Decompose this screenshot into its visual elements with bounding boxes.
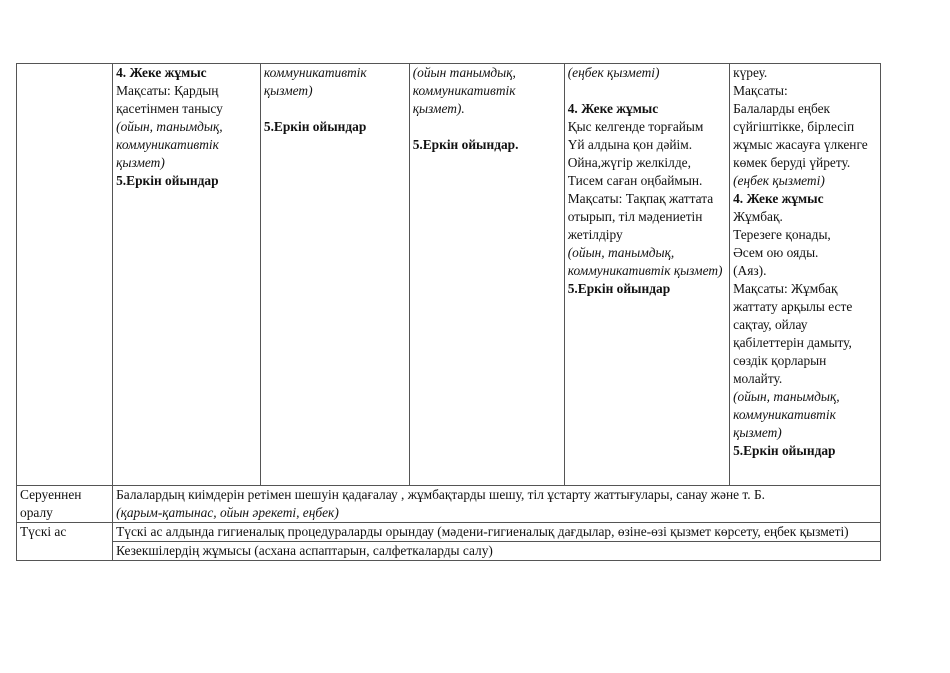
cell-line	[413, 118, 561, 136]
cell-line: 5.Еркін ойындар.	[412, 137, 519, 152]
cell-line: (қарым-қатынас, ойын әрекеті, еңбек)	[116, 505, 339, 520]
cell-line: күреу.	[733, 65, 768, 80]
cell-line: 4. Жеке жұмыс	[733, 191, 824, 206]
cell-lunch	[113, 523, 881, 561]
cell-line: Үй алдына қон дәйім.	[567, 137, 693, 152]
cell-line: Терезеге қонады,	[733, 227, 831, 242]
cell-line: 5.Еркін ойындар	[567, 281, 671, 296]
cell-line: Мақсаты: Қардың қасетінмен танысу	[116, 83, 223, 116]
cell-line: (ойын, танымдық, коммуникативтік қызмет)	[733, 389, 840, 440]
cell-line: Мақсаты:	[733, 83, 788, 98]
cell-line: Балаларды еңбек сүйгіштікке, бірлесіп жұмыс жасауға үлкенге көмек беруді үйрету.	[733, 101, 868, 170]
row-label-cell	[17, 64, 113, 486]
cell-col3	[409, 64, 564, 486]
cell-line: (Аяз).	[733, 263, 767, 278]
cell-col2	[260, 64, 409, 486]
cell-line: Мақсаты: Жұмбақ жаттату арқылы есте сақтау, ойлау қабілеттерін дамыту, сөздік қорларын молайту.	[733, 281, 853, 386]
table-row	[17, 486, 881, 523]
cell-line: Қыс келгенде торғайым	[567, 119, 704, 134]
cell-line: (еңбек қызметі)	[567, 65, 660, 80]
plan-table	[16, 63, 881, 561]
cell-line: 5.Еркін ойындар	[733, 443, 836, 458]
cell-col1	[113, 64, 261, 486]
cell-line: коммуникативтік қызмет)	[263, 65, 367, 98]
cell-line: 5.Еркін ойындар	[263, 119, 367, 134]
cell-line: (еңбек қызметі)	[733, 173, 825, 188]
cell-line: 5.Еркін ойындар	[116, 173, 219, 188]
cell-line: (ойын танымдық, коммуникативтік қызмет).	[412, 65, 516, 116]
cell-line: Әсем ою ояды.	[733, 245, 819, 260]
lunch-line-2: Кезекшілердің жұмысы (асхана аспаптарын, салфеткаларды салу)	[116, 543, 493, 558]
cell-line: (ойын, танымдық, коммуникативтік қызмет)	[116, 119, 223, 170]
cell-col5	[730, 64, 881, 486]
row-label-cell: Түскі ас	[17, 523, 113, 561]
row-label-cell: Серуеннен оралу	[17, 486, 113, 523]
cell-line: Жұмбақ.	[733, 209, 783, 224]
cell-line: Ойна,жүгір желкілде,	[567, 155, 691, 170]
cell-line: (ойын, танымдық, коммуникативтік қызмет)	[567, 245, 723, 278]
cell-line	[264, 100, 406, 118]
cell-return-walk	[113, 486, 881, 523]
table-row	[17, 523, 881, 561]
cell-line: Тисем саған оңбаймын.	[567, 173, 703, 188]
cell-line	[568, 82, 726, 100]
cell-col4	[564, 64, 729, 486]
cell-line: Балалардың киімдерін ретімен шешуін қадағалау , жұмбақтарды шешу, тіл ұстарту жаттығулары, санау және т. Б.	[116, 487, 765, 502]
cell-line: 4. Жеке жұмыс	[567, 101, 659, 116]
table-row	[17, 64, 881, 486]
cell-line: Мақсаты: Тақпақ жаттата отырып, тіл мәдениетін жетілдіру	[567, 191, 714, 242]
cell-line: 4. Жеке жұмыс	[116, 65, 207, 80]
lunch-line-1: Түскі ас алдында гигиеналық процедураларды орындау (мәдени-гигиеналық дағдылар, өзіне-өзі қызмет көрсету, еңбек қызметі)	[113, 523, 880, 542]
